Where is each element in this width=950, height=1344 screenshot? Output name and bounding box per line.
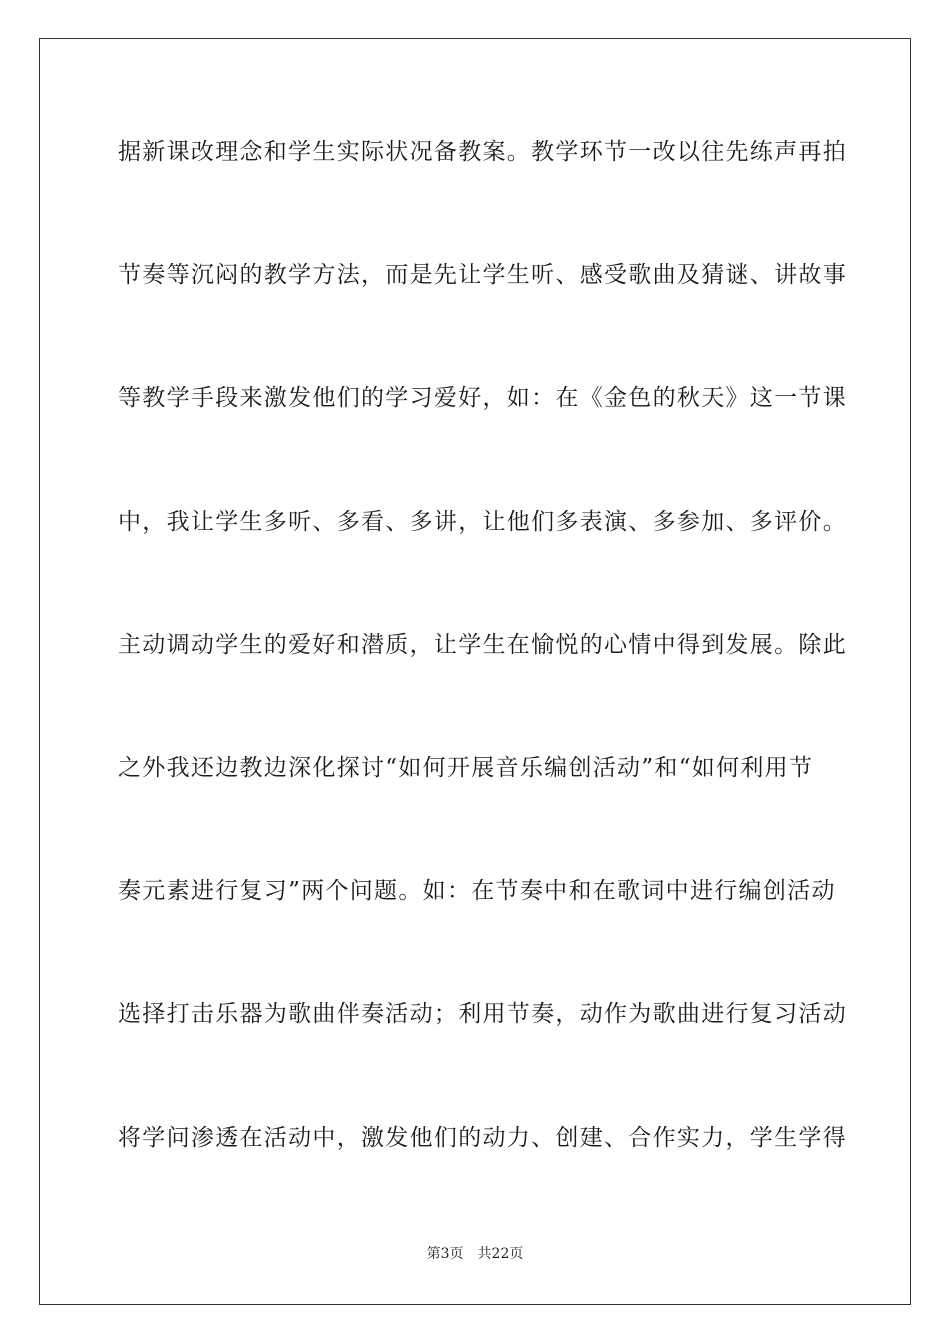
text-line: 之外我还边教边深化探讨“如何开展音乐编创活动”和“如何利用节 xyxy=(118,754,814,781)
text-line: 据新课改理念和学生实际状况备教案。教学环节一改以往先练声再拍 xyxy=(118,139,847,165)
text-line: 等教学手段来激发他们的学习爱好，如：在《金色的秋天》这一节课 xyxy=(118,385,847,412)
text-line: 选择打击乐器为歌曲伴奏活动；利用节奏，动作为歌曲进行复习活动 xyxy=(118,1001,847,1028)
text-line: 中，我让学生多听、多看、多讲，让他们多表演、多参加、多评价。 xyxy=(118,508,847,535)
page-number-footer: 第3页 共22页 xyxy=(426,1246,524,1262)
text-line: 将学问渗透在活动中，激发他们的动力、创建、合作实力，学生学得 xyxy=(118,1124,847,1151)
document-body xyxy=(118,129,847,1238)
text-line: 节奏等沉闷的教学方法，而是先让学生听、感受歌曲及猜谜、讲故事 xyxy=(118,262,847,289)
text-line: 主动调动学生的爱好和潜质，让学生在愉悦的心情中得到发展。除此 xyxy=(118,631,847,658)
text-line: 奏元素进行复习”两个问题。如：在节奏中和在歌词中进行编创活动 xyxy=(118,878,836,905)
